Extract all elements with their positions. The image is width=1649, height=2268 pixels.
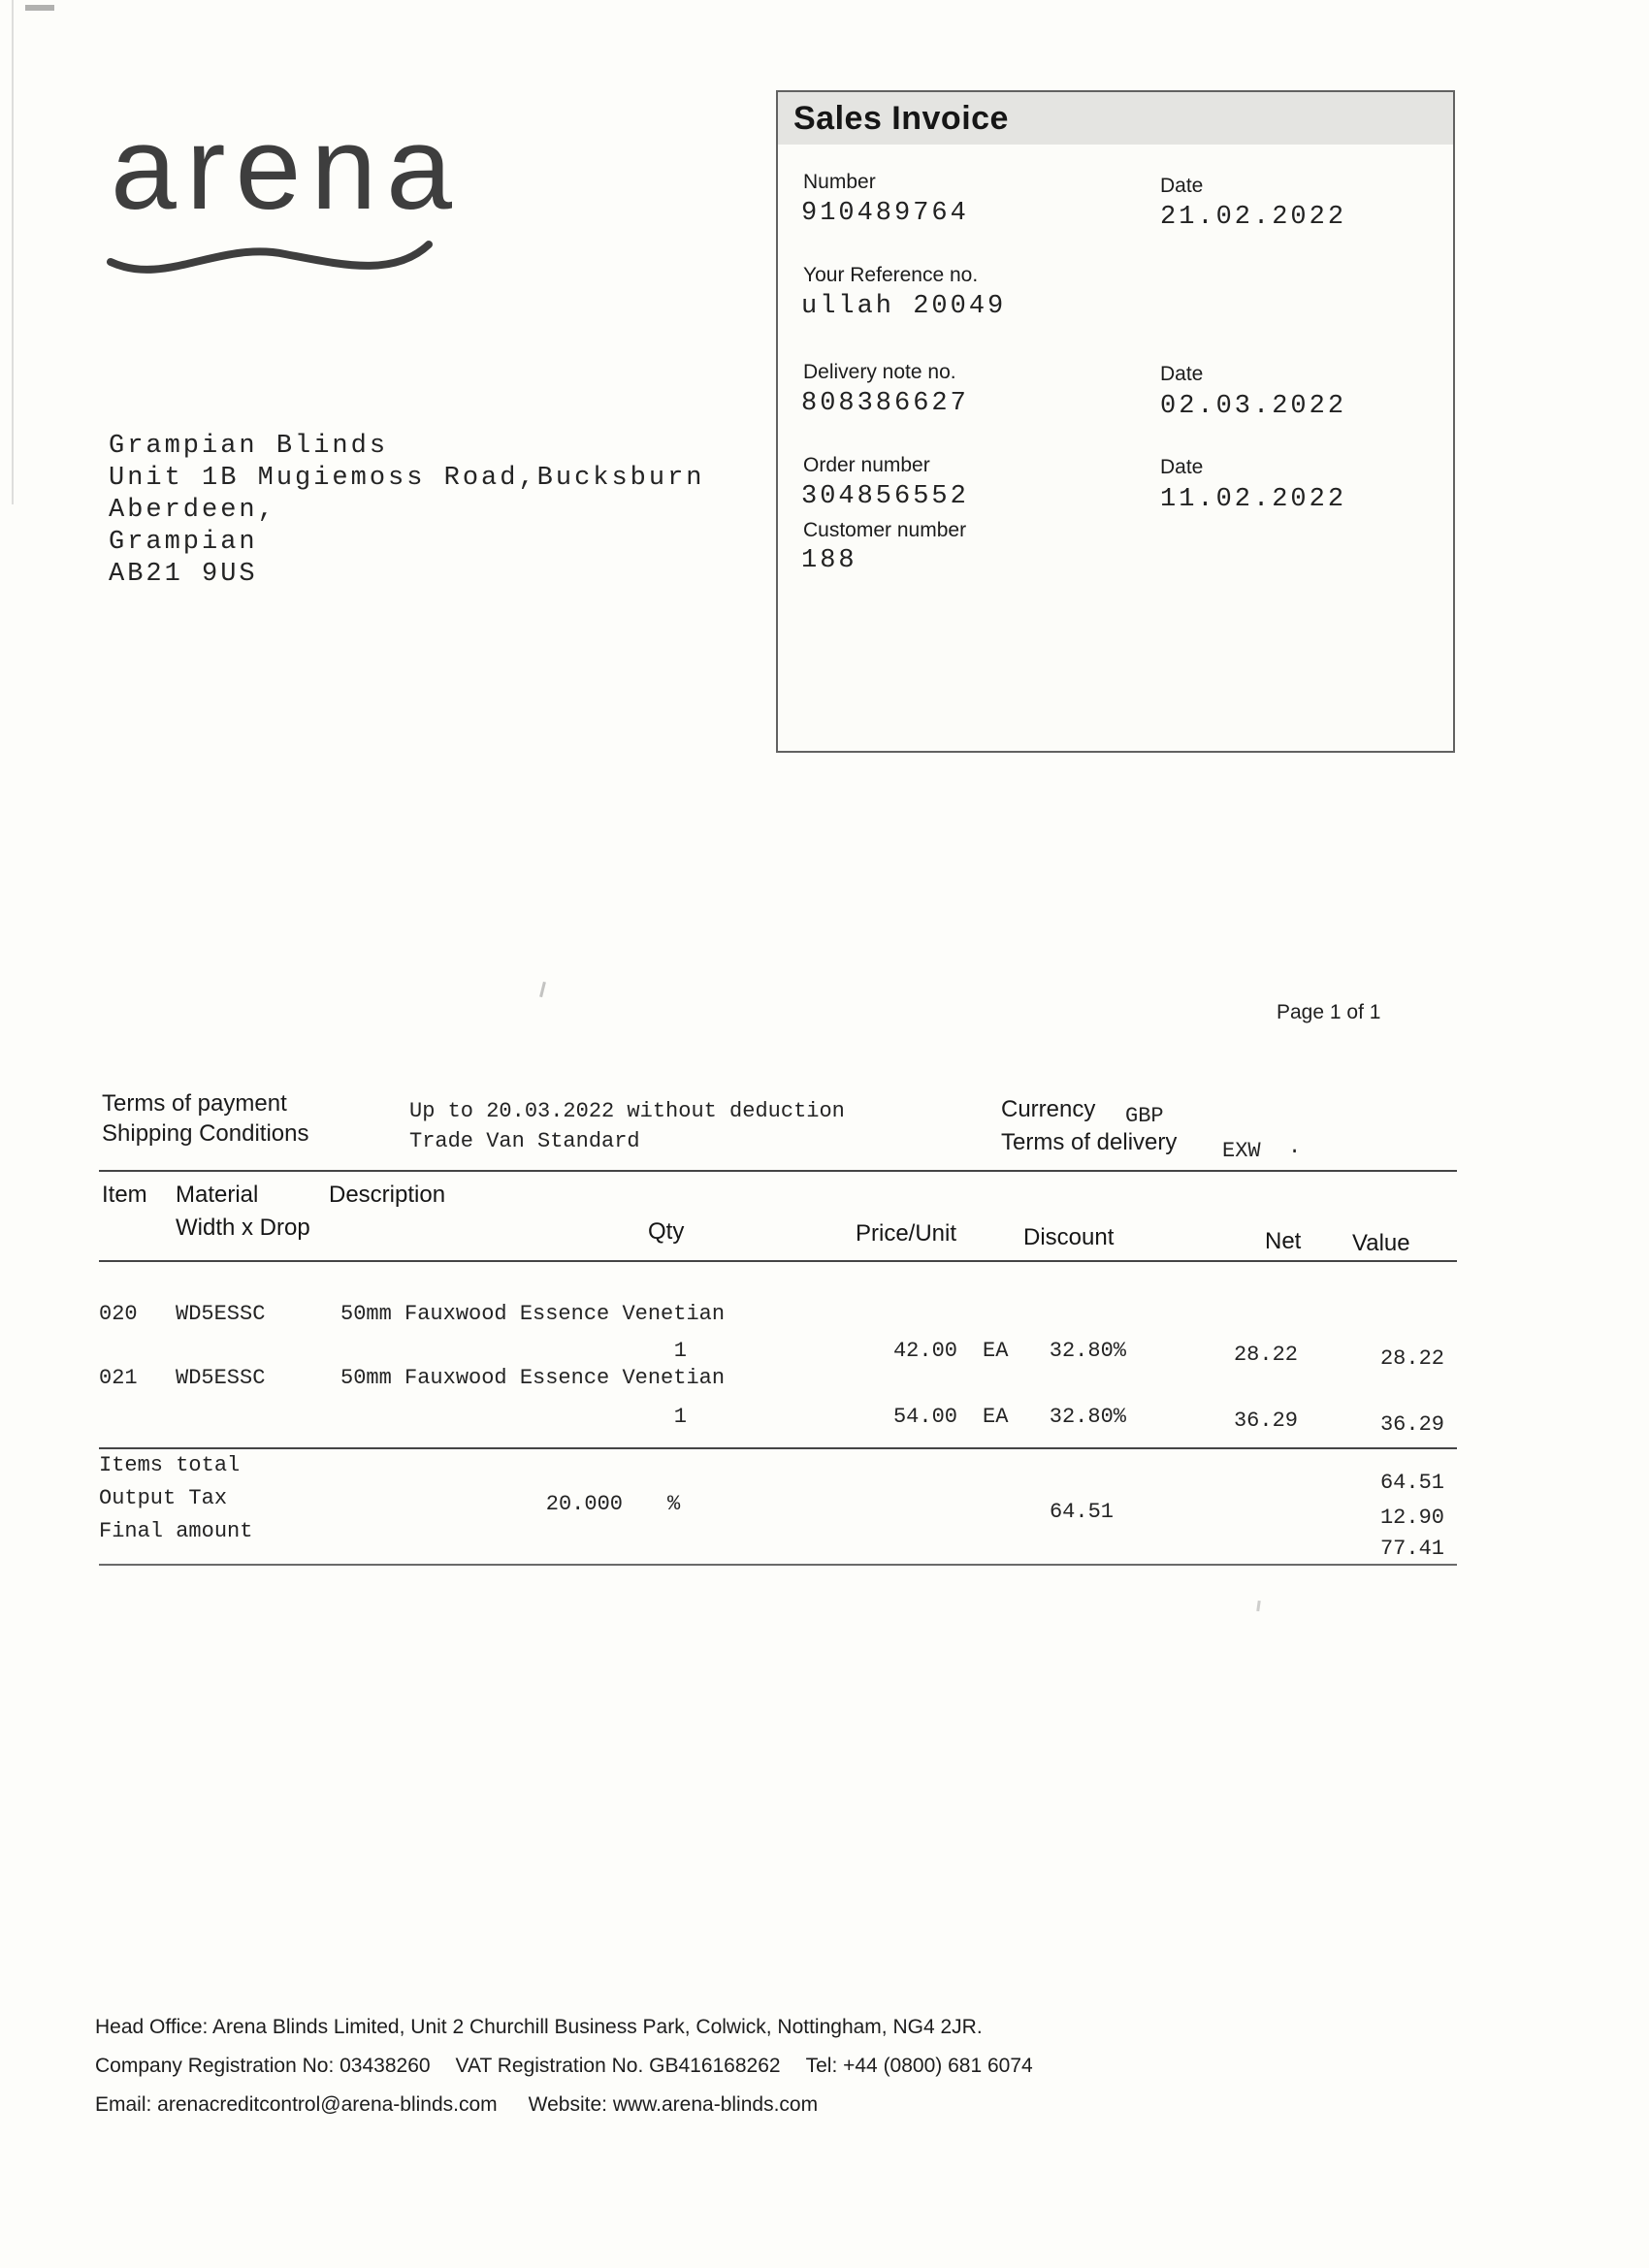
currency-label: Currency <box>1001 1096 1096 1122</box>
delivery-note-date-value: 02.03.2022 <box>1160 392 1347 421</box>
divider <box>99 1564 1457 1566</box>
reference-label: Your Reference no. <box>803 264 979 286</box>
col-header-qty: Qty <box>648 1218 685 1245</box>
output-tax-label: Output Tax <box>99 1486 228 1510</box>
recipient-line: Grampian Blinds <box>109 432 389 461</box>
row-net: 36.29 <box>1233 1409 1298 1433</box>
invoice-number-value: 910489764 <box>801 199 969 228</box>
row-description: 50mm Fauxwood Essence Venetian <box>340 1302 726 1326</box>
scan-artifact <box>539 982 546 997</box>
row-price: 54.00 <box>892 1405 957 1429</box>
output-tax-percent-sign: % <box>667 1492 681 1516</box>
terms-of-delivery-value: EXW <box>1222 1139 1261 1163</box>
order-number-label: Order number <box>803 454 930 476</box>
final-amount-value: 77.41 <box>1379 1537 1444 1561</box>
delivery-note-label: Delivery note no. <box>803 361 956 383</box>
divider <box>99 1260 1457 1262</box>
row-value: 36.29 <box>1379 1412 1444 1437</box>
row-unit: EA <box>983 1405 1009 1429</box>
logo-text: arena <box>111 102 463 234</box>
recipient-line: AB21 9US <box>109 560 258 589</box>
terms-of-payment-label: Terms of payment <box>102 1090 287 1117</box>
delivery-note-date-label: Date <box>1160 363 1204 385</box>
footer-email: Email: arenacreditcontrol@arena-blinds.com <box>95 2093 498 2116</box>
invoice-date-label: Date <box>1160 175 1204 197</box>
output-tax-rate: 20.000 <box>545 1492 623 1516</box>
order-date-value: 11.02.2022 <box>1160 485 1347 514</box>
footer-vat-registration: VAT Registration No. GB416168262 <box>455 2055 781 2077</box>
invoice-date-value: 21.02.2022 <box>1160 203 1347 232</box>
terms-of-delivery-label: Terms of delivery <box>1001 1129 1178 1155</box>
invoice-title-bar <box>778 92 1453 145</box>
row-material: WD5ESSC <box>176 1302 266 1326</box>
footer-registration-row <box>95 2055 1033 2078</box>
delivery-note-value: 808386627 <box>801 389 969 418</box>
col-header-description: Description <box>329 1182 446 1208</box>
invoice-title: Sales Invoice <box>793 99 1009 137</box>
col-header-width-drop: Width x Drop <box>176 1215 310 1241</box>
reference-value: ullah 20049 <box>801 292 1007 321</box>
col-header-value: Value <box>1352 1230 1410 1256</box>
row-value: 28.22 <box>1379 1346 1444 1371</box>
order-number-value: 304856552 <box>801 482 969 511</box>
col-header-discount: Discount <box>1023 1224 1115 1250</box>
logo-swoosh <box>105 233 435 287</box>
col-header-item: Item <box>102 1182 147 1208</box>
shipping-conditions-value: Trade Van Standard <box>409 1129 640 1153</box>
row-net: 28.22 <box>1233 1343 1298 1367</box>
divider <box>99 1447 1457 1449</box>
footer-telephone: Tel: +44 (0800) 681 6074 <box>805 2055 1033 2077</box>
customer-number-value: 188 <box>801 546 857 575</box>
items-total-label: Items total <box>99 1453 241 1477</box>
col-header-net: Net <box>1265 1228 1302 1254</box>
invoice-info-box <box>776 90 1455 753</box>
recipient-line: Unit 1B Mugiemoss Road,Bucksburn <box>109 464 705 493</box>
row-material: WD5ESSC <box>176 1366 266 1390</box>
row-item: 020 <box>99 1302 138 1326</box>
recipient-line: Aberdeen, <box>109 496 276 525</box>
row-description: 50mm Fauxwood Essence Venetian <box>340 1366 726 1390</box>
recipient-line: Grampian <box>109 528 258 557</box>
row-qty: 1 <box>673 1405 687 1429</box>
recipient-address <box>109 431 704 591</box>
row-item: 021 <box>99 1366 138 1390</box>
output-tax-amount: 12.90 <box>1379 1506 1444 1530</box>
customer-number-label: Customer number <box>803 519 967 541</box>
scan-artifact <box>12 0 14 504</box>
items-total-value: 64.51 <box>1379 1471 1444 1495</box>
output-tax-base: 64.51 <box>1049 1500 1114 1524</box>
currency-value: GBP <box>1125 1104 1164 1128</box>
col-header-material: Material <box>176 1182 259 1208</box>
footer-head-office: Head Office: Arena Blinds Limited, Unit 2 Churchill Business Park, Colwick, Nottingham, NG4 2JR. <box>95 2016 983 2038</box>
page-indicator: Page 1 of 1 <box>1277 1001 1381 1023</box>
footer-website: Website: www.arena-blinds.com <box>528 2093 819 2116</box>
invoice-number-label: Number <box>803 171 876 193</box>
footer-company-registration: Company Registration No: 03438260 <box>95 2055 431 2077</box>
terms-of-delivery-period: . <box>1288 1135 1302 1159</box>
terms-of-payment-value: Up to 20.03.2022 without deduction <box>409 1099 845 1123</box>
row-qty: 1 <box>673 1339 687 1363</box>
final-amount-label: Final amount <box>99 1519 253 1543</box>
logo <box>105 102 463 293</box>
order-date-label: Date <box>1160 456 1204 478</box>
footer-contact-row <box>95 2093 818 2117</box>
row-discount: 32.80% <box>1049 1405 1126 1429</box>
shipping-conditions-label: Shipping Conditions <box>102 1120 309 1147</box>
scan-artifact <box>1256 1601 1261 1611</box>
scan-artifact <box>25 5 54 11</box>
row-price: 42.00 <box>892 1339 957 1363</box>
row-discount: 32.80% <box>1049 1339 1126 1363</box>
col-header-price-unit: Price/Unit <box>856 1220 957 1247</box>
divider <box>99 1170 1457 1172</box>
row-unit: EA <box>983 1339 1009 1363</box>
